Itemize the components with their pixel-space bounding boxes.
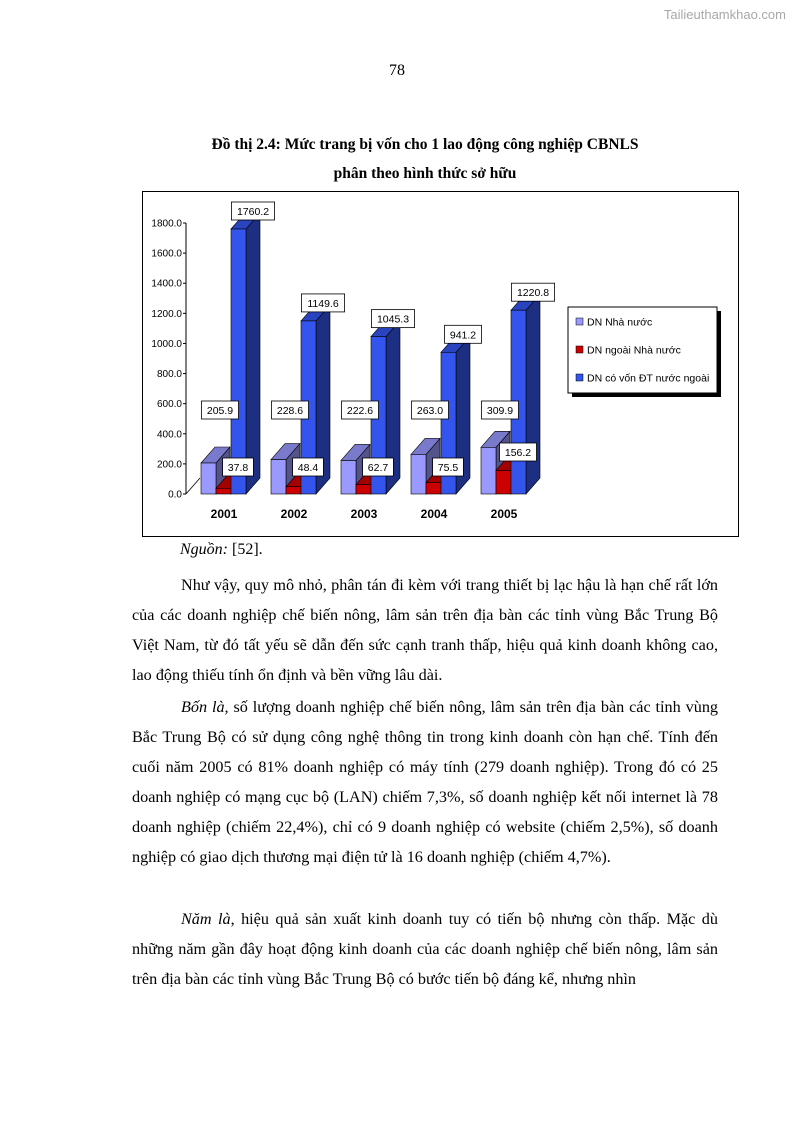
legend-swatch <box>576 374 583 381</box>
chart-subtitle: phân theo hình thức sở hữu <box>333 165 517 182</box>
watermark: Tailieuthamkhao.com <box>663 7 786 22</box>
legend-swatch <box>576 346 583 353</box>
data-label-text: 1760.2 <box>236 205 270 218</box>
data-label-text: 228.6 <box>276 405 304 417</box>
bar-front <box>231 229 246 494</box>
data-label <box>511 283 554 301</box>
paragraph-2 <box>132 692 718 872</box>
y-tick-label: 1600.0 <box>151 248 182 260</box>
data-label-text: 205.9 <box>206 405 234 417</box>
data-label <box>342 401 379 419</box>
data-label <box>433 458 464 476</box>
legend-label: DN Nhà nước <box>587 316 653 329</box>
data-label <box>371 310 414 328</box>
data-label <box>482 401 519 419</box>
paragraph-3-lead: Năm là <box>181 910 231 928</box>
bar-front <box>216 488 231 494</box>
y-tick-label: 0.0 <box>168 489 182 501</box>
paragraph-2-lead: Bốn là, <box>181 698 229 716</box>
source-label: Nguồn: <box>180 541 228 558</box>
legend-label: DN ngoài Nhà nước <box>587 344 681 357</box>
data-label <box>445 325 482 343</box>
bar-front <box>356 485 371 494</box>
bar-side <box>526 294 540 494</box>
data-label <box>293 458 324 476</box>
paragraph-3-body: , hiệu quả sản xuất kinh doanh tuy có tiến bộ nhưng còn thấp. Mặc dù những năm gần đây hoạt động kinh doanh của các doanh nghiệp chế biến nông, lâm sản trên địa bàn các tỉnh vùng Bắc Trung Bộ có bước tiến bộ đáng kể, nhưng nhìn <box>132 910 718 988</box>
y-tick-label: 1400.0 <box>151 278 182 290</box>
data-label-text: 263.0 <box>416 405 444 417</box>
x-tick-label: 2003 <box>350 507 378 521</box>
x-tick-label: 2001 <box>210 507 238 521</box>
data-label <box>500 443 537 461</box>
source-note <box>180 541 263 559</box>
paragraph-2-body: số lượng doanh nghiệp chế biến nông, lâm sản trên địa bàn các tỉnh vùng Bắc Trung Bộ có sử dụng công nghệ thông tin trong kinh doanh còn hạn chế. Tính đến cuối năm 2005 có 81% doanh nghiệp có máy tính (279 doanh nghiệp). Trong đó có 25 doanh nghiệp có mạng cục bộ (LAN) chiếm 7,3%, số doanh nghiệp kết nối internet là 78 doanh nghiệp (chiếm 22,4%), chỉ có 9 doanh nghiệp có website (chiếm 2,5%), số doanh nghiệp có giao dịch thương mại điện tử là 16 doanh nghiệp (chiếm 4,7%). <box>132 698 719 866</box>
bar-front <box>201 463 216 494</box>
chart-title: Đồ thị 2.4: Mức trang bị vốn cho 1 lao động công nghiệp CBNLS <box>211 136 639 153</box>
y-tick-label: 200.0 <box>156 459 182 471</box>
data-label <box>223 458 254 476</box>
bar-side <box>246 213 260 494</box>
bar-front <box>411 454 426 494</box>
data-label-text: 156.2 <box>504 447 532 459</box>
data-label <box>272 401 309 419</box>
data-label-text: 309.9 <box>486 405 514 417</box>
data-label <box>363 458 394 476</box>
data-label <box>301 294 344 312</box>
legend-swatch <box>576 318 583 325</box>
data-label-text: 48.4 <box>297 462 319 474</box>
x-tick-label: 2002 <box>280 507 308 521</box>
y-tick-label: 1000.0 <box>151 338 182 350</box>
data-label-text: 1045.3 <box>376 313 410 326</box>
data-label-text: 62.7 <box>367 462 389 474</box>
paragraph-3 <box>132 904 718 994</box>
legend-label: DN có vốn ĐT nước ngoài <box>587 372 710 385</box>
y-tick-label: 400.0 <box>156 429 182 441</box>
data-label-text: 37.8 <box>227 462 249 474</box>
data-label-text: 1220.8 <box>516 287 550 300</box>
x-tick-label: 2004 <box>420 507 448 521</box>
legend <box>568 307 721 397</box>
page-number: 78 <box>389 62 405 79</box>
bar-front <box>341 460 356 494</box>
data-label-text: 222.6 <box>346 405 374 417</box>
bar-front <box>271 460 286 494</box>
bar-front <box>426 483 441 494</box>
bar-front <box>496 470 511 494</box>
bar-front <box>286 487 301 494</box>
source-ref: [52]. <box>228 541 263 558</box>
data-label <box>412 401 449 419</box>
bar-2001-3 <box>231 213 260 494</box>
y-tick-label: 800.0 <box>156 369 182 381</box>
y-tick-label: 600.0 <box>156 399 182 411</box>
data-label-text: 75.5 <box>437 462 459 474</box>
y-tick-label: 1200.0 <box>151 308 182 320</box>
floor-edge <box>186 478 200 494</box>
bar-2005-3 <box>511 294 540 494</box>
data-label-text: 1149.6 <box>307 297 339 310</box>
bar-front <box>481 447 496 494</box>
data-label <box>231 202 274 220</box>
y-tick-label: 1800.0 <box>151 218 182 230</box>
data-label <box>202 401 239 419</box>
paragraph-1: Như vậy, quy mô nhỏ, phân tán đi kèm với trang thiết bị lạc hậu là hạn chế rất lớn của các doanh nghiệp chế biến nông, lâm sản trên địa bàn các tỉnh vùng Bắc Trung Bộ Việt Nam, từ đó tất yếu sẽ dẫn đến sức cạnh tranh thấp, hiệu quả kinh doanh không cao, lao động thiếu tính ổn định và bền vững lâu dài. <box>132 576 718 684</box>
x-tick-label: 2005 <box>490 507 518 521</box>
data-label-text: 941.2 <box>449 329 477 342</box>
